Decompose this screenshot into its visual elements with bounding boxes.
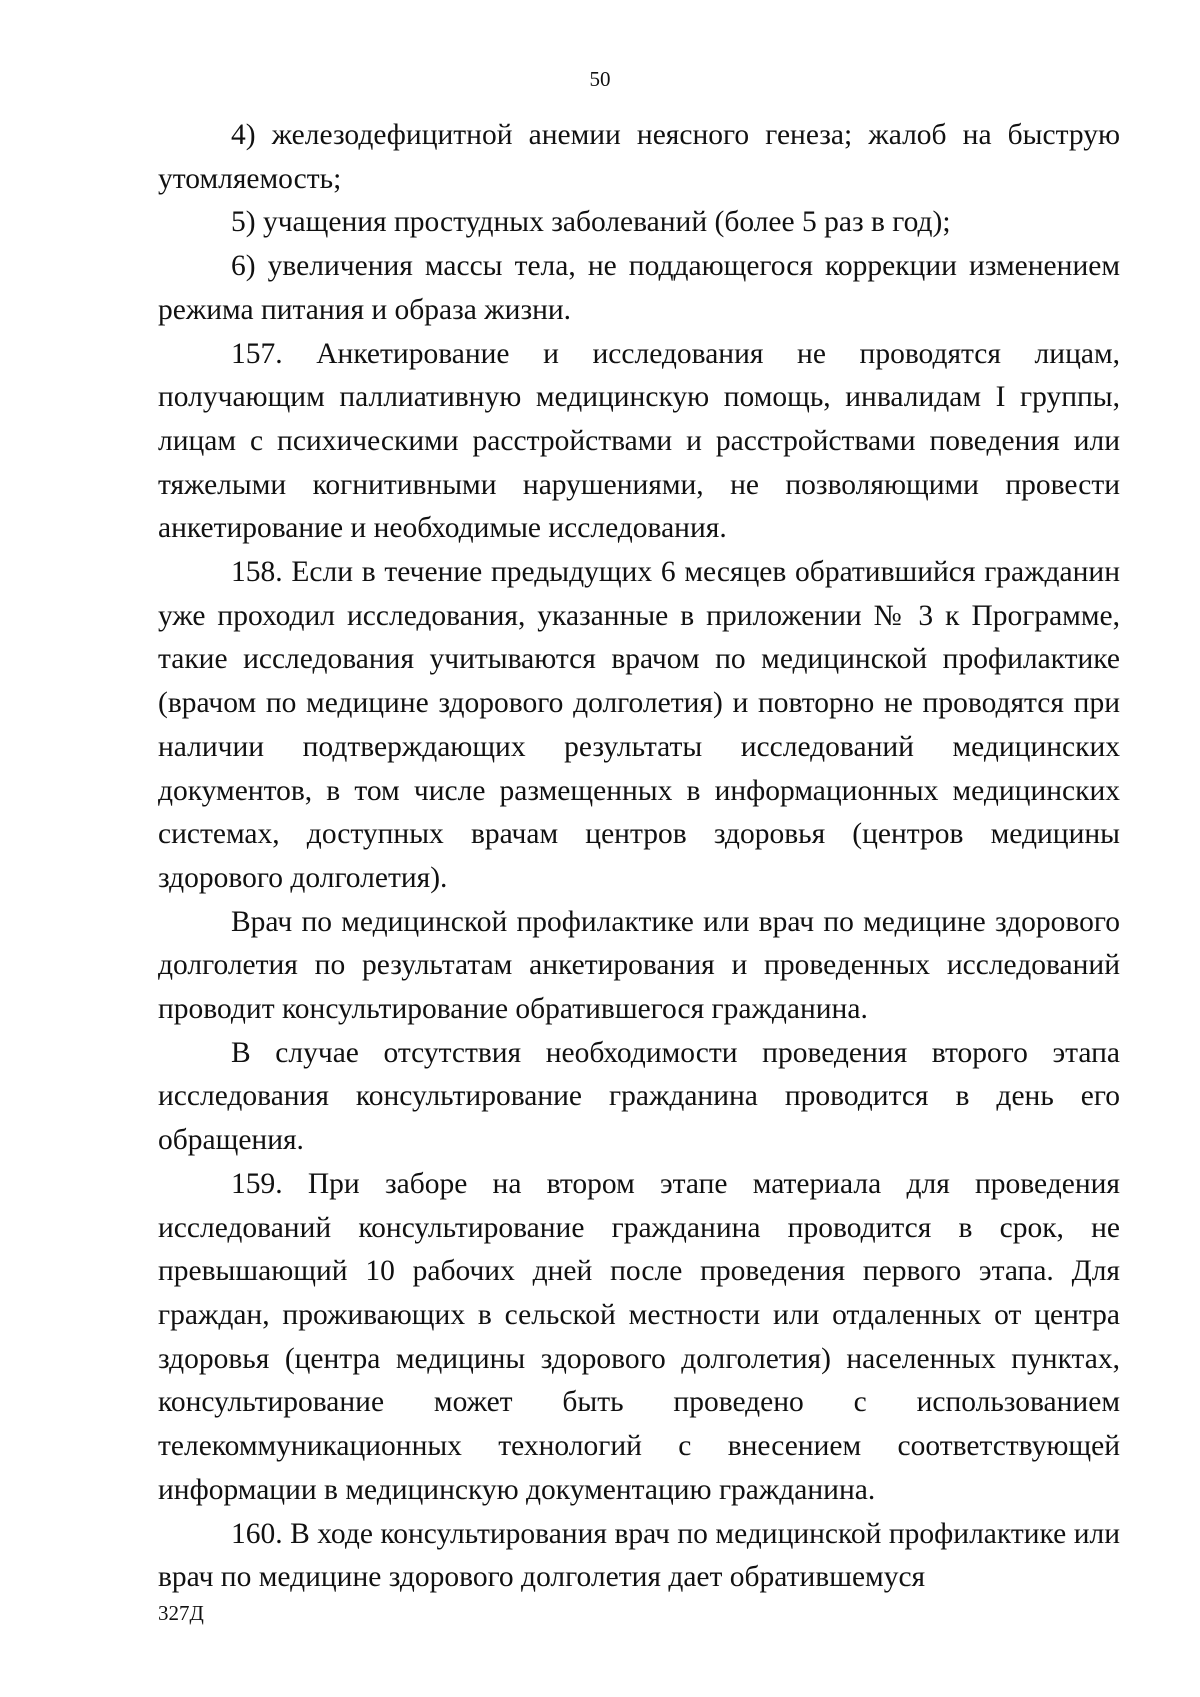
paragraph-159: 159. При заборе на втором этапе материала для проведения исследований консультирование гражданина проводится в срок, не превышающий 10 рабочих дней после проведения первого этапа. Для граждан, проживающих в сельской местности или отдаленных от центра здоровья (центра медицины здорового долголетия) населенных пунктах, консультирование может быть проведено с использованием телекоммуникационных технологий с внесением соответствующей информации в медицинскую документацию гражданина. <box>158 1167 1120 1506</box>
paragraph-item-5: 5) учащения простудных заболеваний (более 5 раз в год); <box>231 206 951 239</box>
document-code: 327Д <box>158 1601 204 1625</box>
paragraph-158: 158. Если в течение предыдущих 6 месяцев обратившийся гражданин уже проходил исследования, указанные в приложении № 3 к Программе, такие исследования учитываются врачом по медицинской профилактике (врачом по медицине здорового долголетия) и повторно не проводятся при наличии подтверждающих результаты исследований медицинских документов, в том числе размещенных в информационных медицинских системах, доступных врачам центров здоровья (центров медицины здорового долголетия). <box>158 556 1120 894</box>
page-number: 50 <box>589 67 611 91</box>
paragraph-160: 160. В ходе консультирования врач по медицинской профилактике или врач по медицине здорового долголетия дает обратившемуся <box>158 1517 1120 1594</box>
paragraph-157: 157. Анкетирование и исследования не проводятся лицам, получающим паллиативную медицинскую помощь, инвалидам I группы, лицам с психическими расстройствами и расстройствами поведения или тяжелыми когнитивными нарушениями, не позволяющими провести анкетирование и необходимые исследования. <box>158 337 1120 545</box>
paragraph-item-6: 6) увеличения массы тела, не поддающегося коррекции изменением режима питания и образа жизни. <box>158 250 1120 326</box>
document-body <box>158 114 1120 1600</box>
paragraph-158-consultation: Врач по медицинской профилактике или врач по медицине здорового долголетия по результатам анкетирования и проведенных исследований проводит консультирование обратившегося гражданина. <box>158 905 1120 1026</box>
paragraph-item-4: 4) железодефицитной анемии неясного генеза; жалоб на быструю утомляемость; <box>158 119 1120 195</box>
paragraph-158-same-day: В случае отсутствия необходимости проведения второго этапа исследования консультирование гражданина проводится в день его обращения. <box>158 1036 1120 1157</box>
